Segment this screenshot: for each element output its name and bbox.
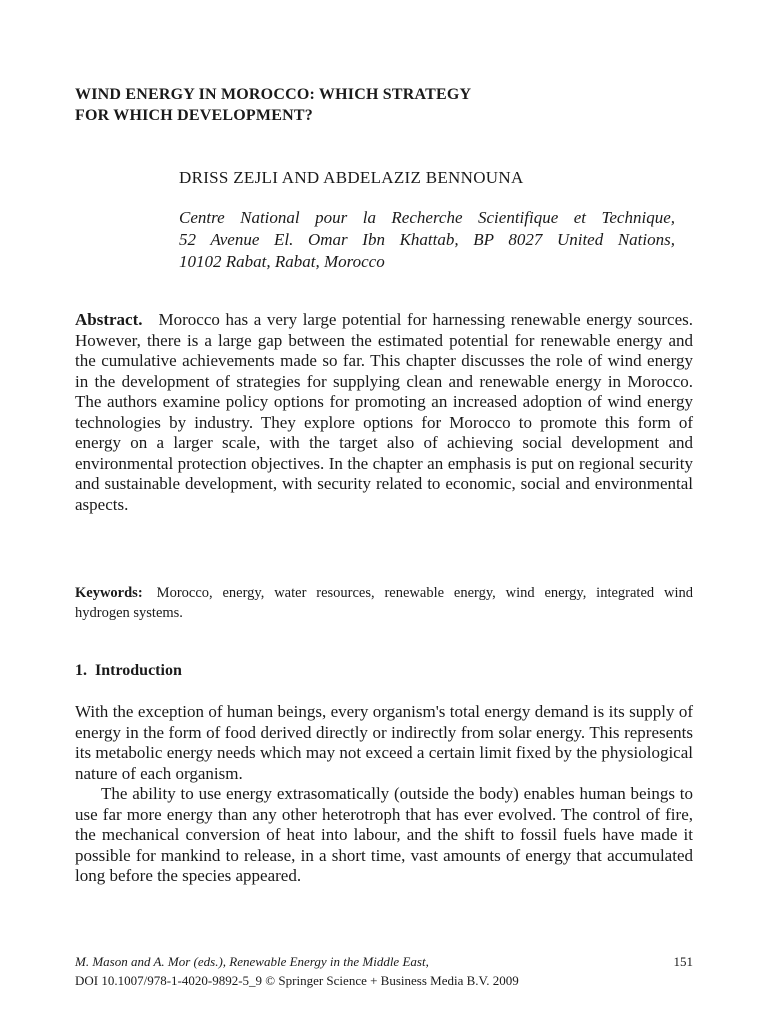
page-number: 151 — [673, 954, 693, 969]
affiliation-line-1: Centre National pour la Recherche Scientifique et Technique, — [179, 208, 675, 227]
paper-page — [75, 0, 693, 1024]
keywords — [75, 583, 693, 623]
abstract — [75, 310, 693, 515]
section-number: 1. — [75, 662, 87, 679]
page-footer — [75, 952, 693, 990]
affiliation-line-2: 52 Avenue El. Omar Ibn Khattab, BP 8027 United Nations, — [179, 230, 675, 249]
body-paragraph-1: With the exception of human beings, every organism's total energy demand is its supply of energy in the form of food derived directly or indirectly from solar energy. This represents its metabolic energy needs which may not exceed a certain limit fixed by the physiological nature of each organism. — [75, 702, 693, 783]
body-text — [75, 702, 693, 887]
keywords-text: Morocco, energy, water resources, renewable energy, wind energy, integrated wind hydrogen systems. — [75, 585, 693, 621]
chapter-title-line-1: WIND ENERGY IN MOROCCO: WHICH STRATEGY — [75, 86, 472, 103]
chapter-title-line-2: FOR WHICH DEVELOPMENT? — [75, 107, 313, 124]
footer-citation: M. Mason and A. Mor (eds.), Renewable Energy in the Middle East, — [75, 954, 429, 969]
affiliation — [179, 207, 675, 273]
footer-doi: DOI 10.1007/978-1-4020-9892-5_9 © Springer Science + Business Media B.V. 2009 — [75, 973, 519, 988]
authors: DRISS ZEJLI AND ABDELAZIZ BENNOUNA — [179, 168, 524, 187]
chapter-title — [75, 84, 471, 126]
abstract-text: Morocco has a very large potential for harnessing renewable energy sources. However, there is a large gap between the estimated potential for renewable energy and the cumulative achievements made so far. This chapter discusses the role of wind energy in the development of strategies for supplying clean and renewable energy in Morocco. The authors examine policy options for promoting an increased adoption of wind energy technologies by industry. They explore options for Morocco to promote this form of energy on a larger scale, with the target also of achieving social development and environmental protection objectives. In the chapter an emphasis is put on regional security and sustainable development, with security related to economic, social and environmental aspects. — [75, 310, 693, 514]
section-title: Introduction — [95, 662, 182, 679]
section-heading — [75, 662, 182, 680]
affiliation-line-3: 10102 Rabat, Rabat, Morocco — [179, 252, 385, 271]
abstract-label: Abstract. — [75, 310, 143, 329]
keywords-label: Keywords: — [75, 585, 143, 601]
body-paragraph-2: The ability to use energy extrasomatically (outside the body) enables human beings to use far more energy than any other heterotroph that has ever evolved. The control of fire, the mechanical conversion of heat into labour, and the shift to fossil fuels have made it possible for mankind to release, in a short time, vast amounts of energy that accumulated long before the species appeared. — [75, 784, 693, 885]
